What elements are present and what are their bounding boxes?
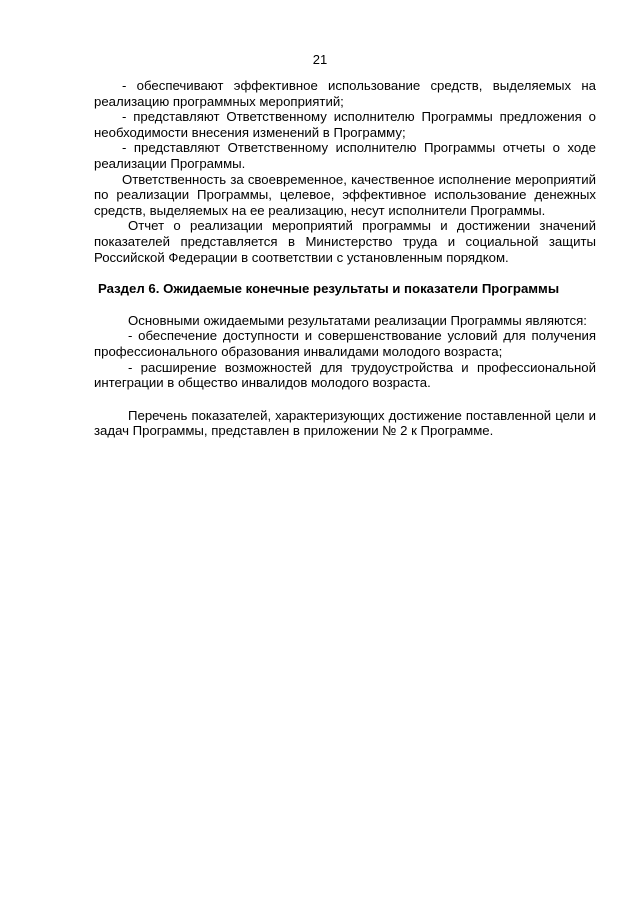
paragraph-report-submission: Отчет о реализации мероприятий программы и достижении значений показателей представляется в Министерство труда и социальной защиты Российской Федерации в соответствии с установленным порядком. bbox=[94, 218, 596, 265]
paragraph-result-employment: - расширение возможностей для трудоустройства и профессиональной интеграции в общество инвалидов молодого возраста. bbox=[94, 359, 596, 391]
paragraph-expected-results-intro: Основными ожидаемыми результатами реализации Программы являются: bbox=[128, 312, 587, 328]
paragraph-responsibility: Ответственность за своевременное, качественное исполнение мероприятий по реализации Программы, целевое, эффективное использование денежных средств, выделяемых на ее реализацию, несут исполнители Программы. bbox=[94, 171, 596, 218]
paragraph-obligation-proposals: - представляют Ответственному исполнителю Программы предложения о необходимости внесения изменений в Программу; bbox=[94, 109, 596, 140]
section-heading: Раздел 6. Ожидаемые конечные результаты и показатели Программы bbox=[98, 281, 560, 297]
paragraph-obligation-funds: - обеспечивают эффективное использование средств, выделяемых на реализацию программных мероприятий; bbox=[94, 78, 596, 109]
paragraph-result-education: - обеспечение доступности и совершенствование условий для получения профессионального образования инвалидами молодого возраста; bbox=[94, 328, 596, 359]
page-number: 21 bbox=[312, 52, 328, 67]
document-body bbox=[94, 78, 596, 439]
paragraph-obligation-reports: - представляют Ответственному исполнителю Программы отчеты о ходе реализации Программы. bbox=[94, 140, 596, 171]
paragraph-indicators-reference: Перечень показателей, характеризующих достижение поставленной цели и задач Программы, представлен в приложении № 2 к Программе. bbox=[94, 407, 596, 439]
